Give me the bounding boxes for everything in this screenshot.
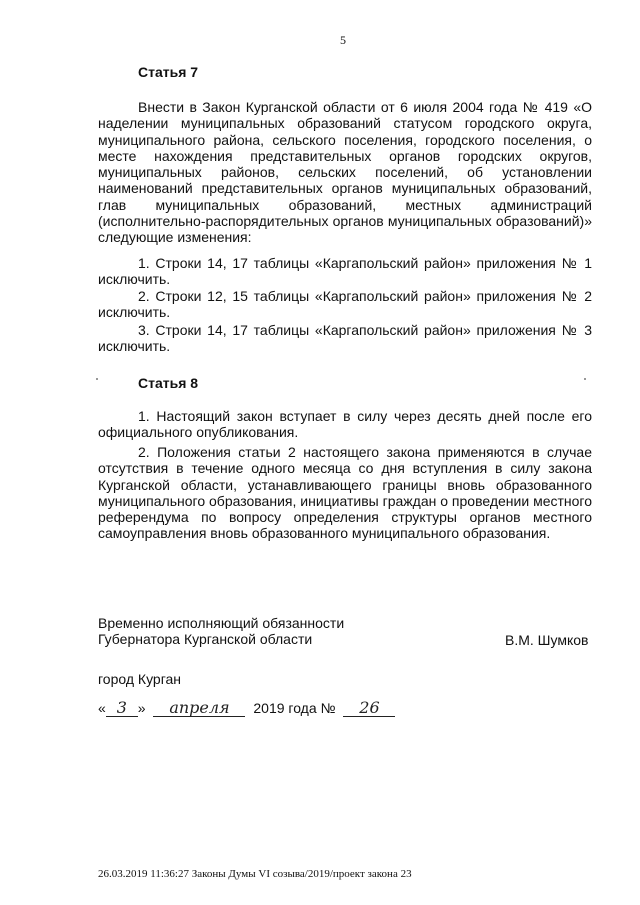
date-month: апреля [153, 700, 245, 717]
date-close-quote: » [137, 700, 146, 716]
signature-title-line: Временно исполняющий обязанности [98, 615, 345, 631]
date-line [98, 700, 395, 717]
scan-speck [584, 378, 586, 380]
date-year-text: 2019 года № [253, 700, 336, 716]
city: город Курган [98, 671, 182, 687]
page-number: 5 [340, 33, 346, 47]
footer-path: 26.03.2019 11:36:27 Законы Думы VI созыва/2019/проект закона 23 [98, 868, 412, 880]
date-day: 3 [106, 700, 138, 717]
article-7-item: 2. Строки 12, 15 таблицы «Каргапольский район» приложения № 2 исключить. [98, 288, 592, 321]
signature-title [98, 615, 344, 648]
article-7-heading: Статья 7 [138, 64, 199, 80]
scan-speck [96, 378, 98, 380]
article-8-item: 2. Положения статьи 2 настоящего закона применяются в случае отсутствия в течение одного месяца со дня вступления в силу закона Курганской области, устанавливающего границы вновь образованного муниципального образования, инициативы граждан о проведении местного референдума по вопросу определения структуры органов местного самоуправления вновь образованного муниципального образования. [98, 444, 592, 542]
article-8-heading: Статья 8 [138, 375, 199, 391]
article-7-item: 3. Строки 14, 17 таблицы «Каргапольский район» приложения № 3 исключить. [98, 322, 592, 355]
article-7-intro: Внести в Закон Курганской области от 6 июля 2004 года № 419 «О наделении муниципальных образований статусом городского округа, муниципального района, сельского поселения, городского поселения, о месте нахождения представительных органов городских округов, муниципальных районов, сельских поселений, об установлении наименований представительных органов муниципальных образований, глав муниципальных образований, местных администраций (исполнительно-распорядительных органов муниципальных образований)» следующие изменения: [98, 99, 592, 246]
article-7-item: 1. Строки 14, 17 таблицы «Каргапольский район» приложения № 1 исключить. [98, 255, 592, 288]
date-number: 26 [343, 700, 395, 717]
signature-name: В.М. Шумков [505, 632, 589, 648]
signature-title-line: Губернатора Курганской области [98, 631, 313, 648]
article-8-item: 1. Настоящий закон вступает в силу через десять дней после его официального опубликования. [98, 408, 592, 441]
date-open-quote: « [98, 700, 106, 716]
